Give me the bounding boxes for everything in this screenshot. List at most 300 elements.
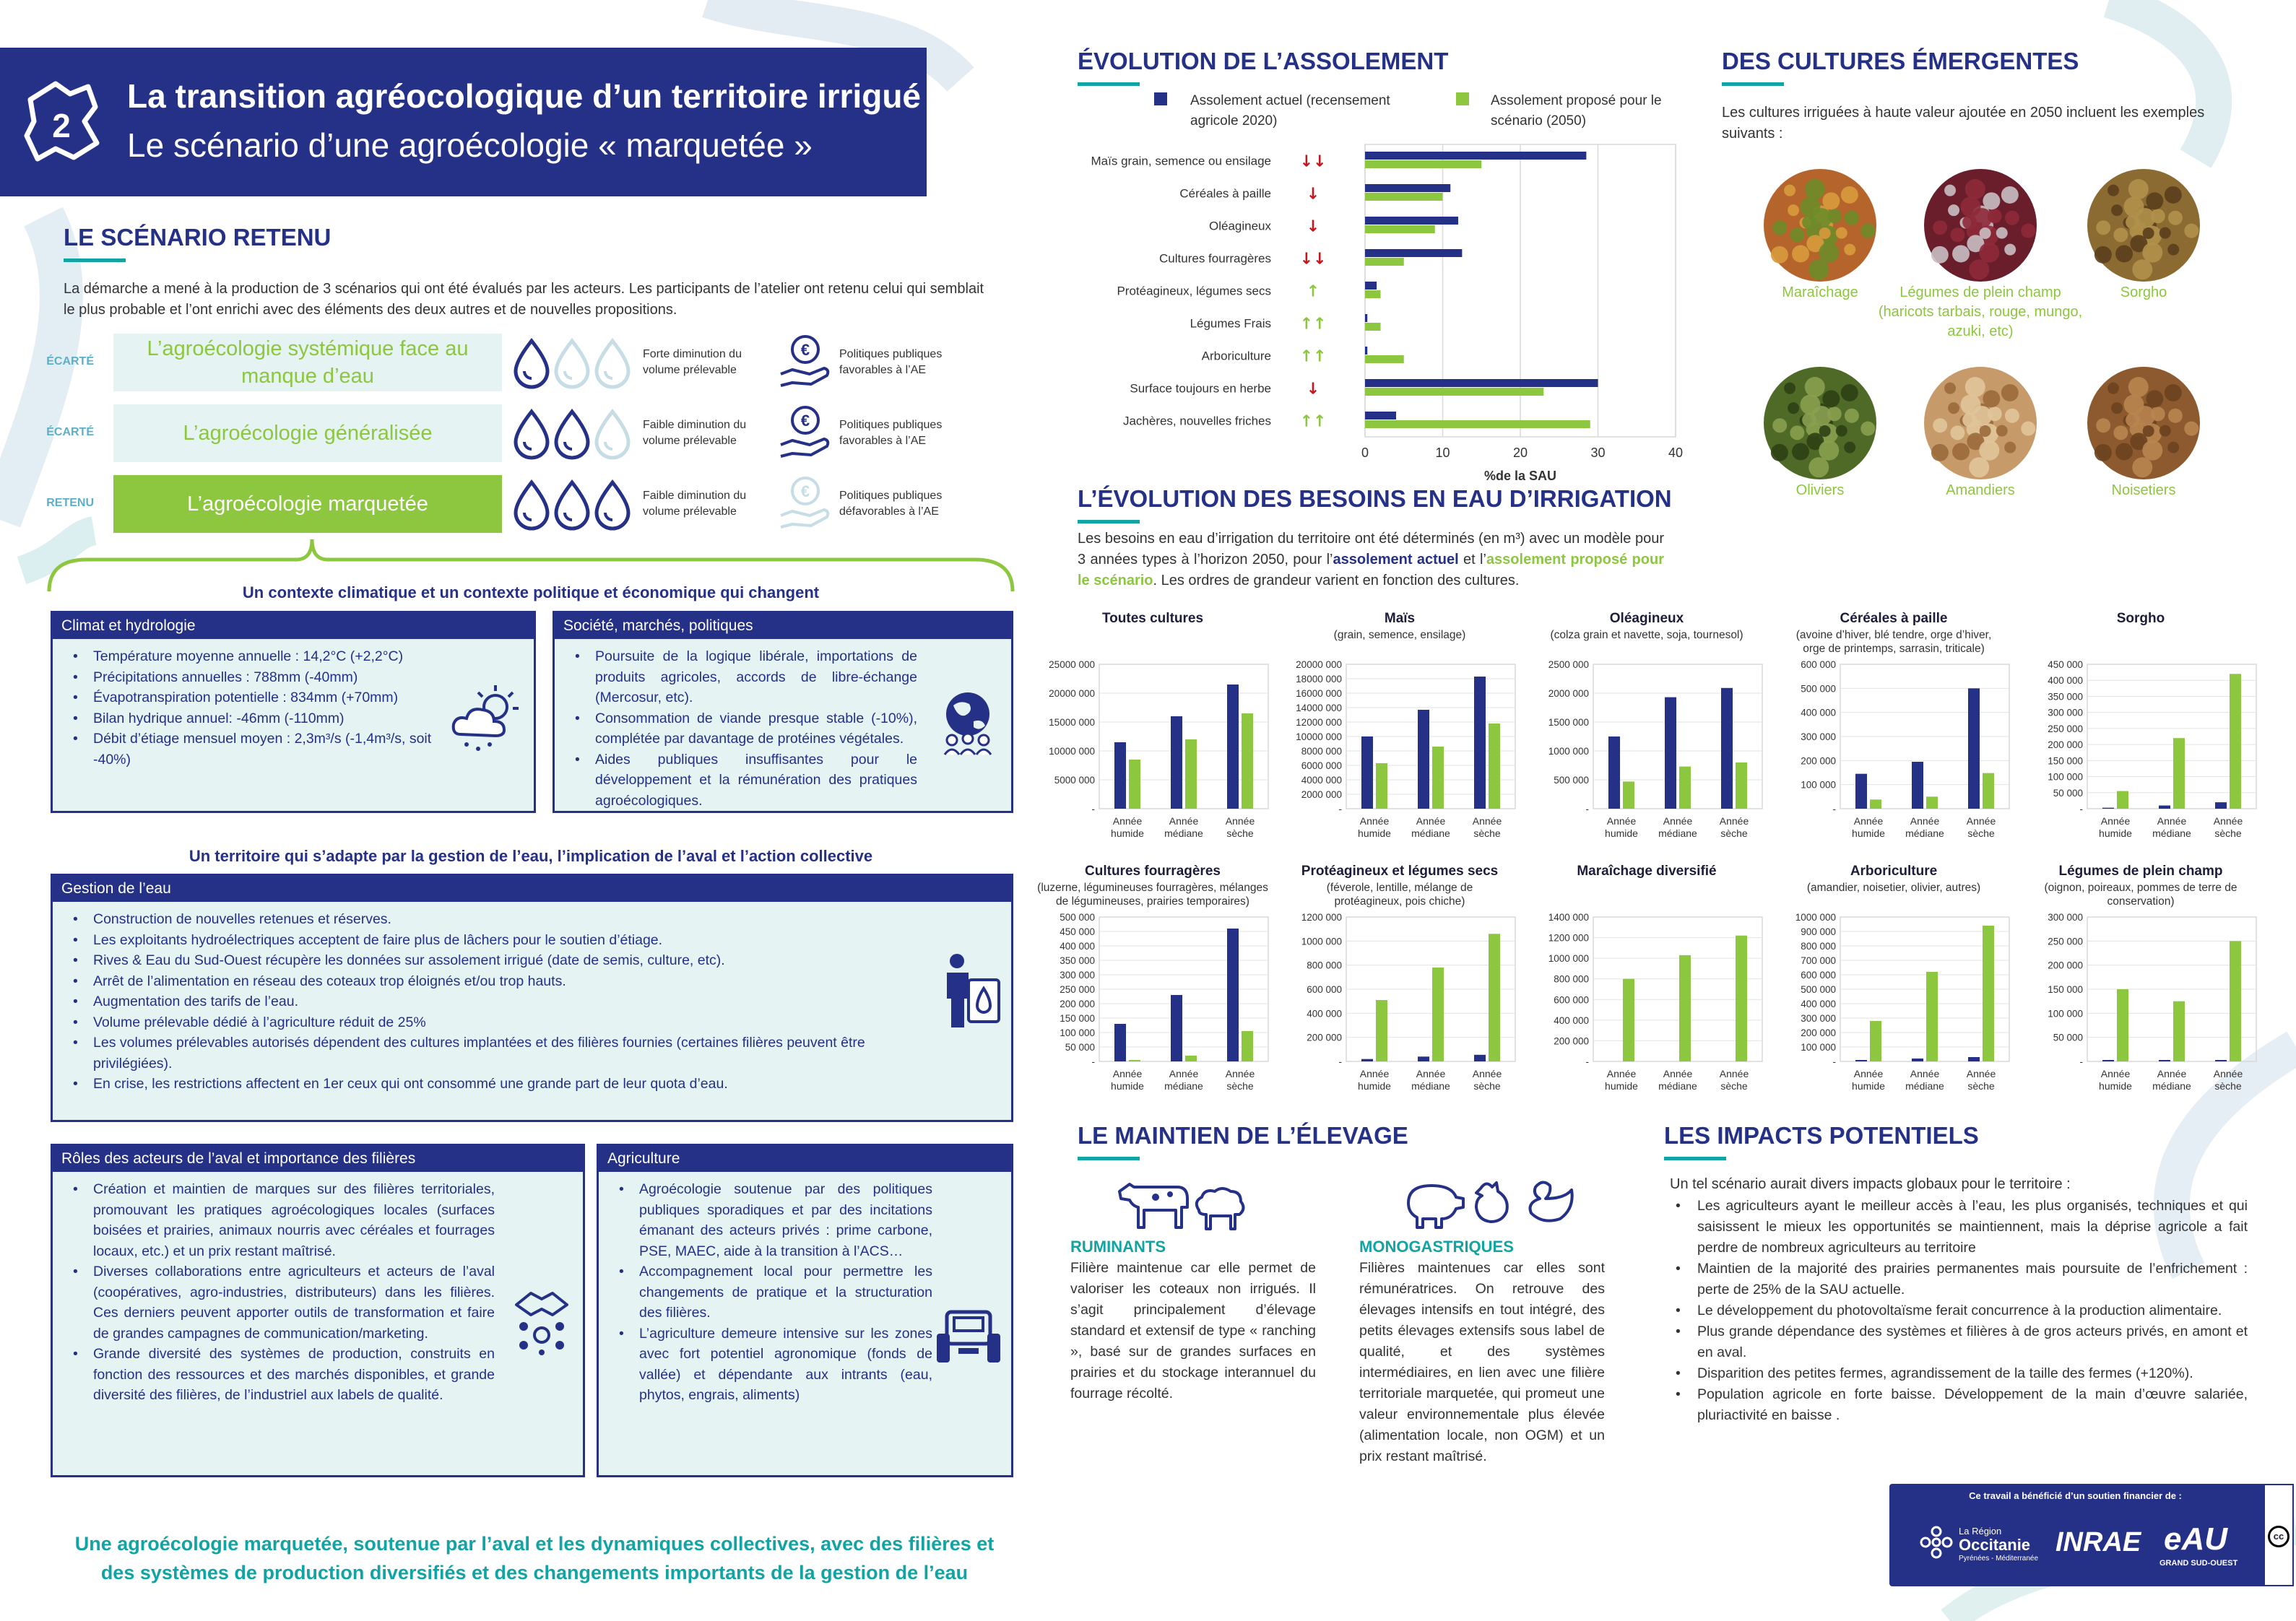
y-tick-label: 150 000	[2048, 755, 2083, 767]
bar-actual	[2215, 802, 2227, 809]
bar-proposed	[1623, 781, 1634, 809]
elevage-title: LE MAINTIEN DE L’ÉLEVAGE	[1078, 1122, 1408, 1149]
y-tick-label: 250 000	[1060, 984, 1095, 995]
bar-proposed	[2117, 989, 2128, 1061]
scenario-number: 2	[52, 107, 71, 144]
category-label: Légumes Frais	[1190, 316, 1271, 331]
agri-item: • Agroécologie soutenue par des politiques publiques sporadiques et par des incitations émanant des acteurs privés : prime carbone, PSE, MAEC, aide à la transition à l’ACS…	[619, 1179, 932, 1261]
bar-proposed	[1489, 934, 1500, 1061]
bar-proposed	[1365, 258, 1404, 266]
chart-title: Cultures fourragères	[1085, 864, 1221, 879]
bar-actual	[2159, 806, 2170, 809]
bar-actual	[1665, 697, 1676, 809]
y-tick-label: 14000 000	[1296, 703, 1342, 713]
y-tick-label: 150 000	[2048, 984, 2083, 995]
y-tick-label: -	[2079, 1056, 2083, 1067]
x-category-label: Année médiane	[1905, 1068, 1944, 1092]
cc-icon: cc	[2268, 1526, 2289, 1547]
water-volume-text: Faible diminution du volume prélevable	[643, 419, 747, 447]
x-category-label: Année médiane	[2152, 815, 2191, 839]
climate-item: • Débit d’étiage mensuel moyen : 2,3m³/s (-1,4m³/s, soit -40%)	[73, 729, 433, 770]
bar-actual	[1474, 677, 1486, 809]
y-tick-label: -	[1338, 804, 1342, 814]
page-title: La transition agréocologique d’un territoire irrigué :	[127, 77, 942, 115]
y-tick-label: 200 000	[2048, 960, 2083, 971]
climate-item: • Précipitations annuelles : 788mm (-40mm)	[73, 667, 433, 688]
x-category-label: Année médiane	[1164, 1068, 1203, 1092]
agriculture-panel	[597, 1144, 1013, 1477]
crop-label: Légumes de plein champ (haricots tarbais, rouge, mungo, azuki, etc)	[1878, 284, 2083, 339]
x-category-label: Année humide	[2099, 1068, 2132, 1092]
globe-people-icon	[932, 685, 1004, 757]
besoins-underline	[1078, 520, 1140, 523]
actors-list	[53, 1172, 508, 1413]
y-tick-label: -	[1091, 1056, 1095, 1067]
y-tick-label: 1000 000	[1301, 936, 1342, 947]
ruminants-title: RUMINANTS	[1070, 1238, 1166, 1256]
trend-up-icon: ↑↑	[1299, 347, 1327, 366]
title-underline	[64, 258, 126, 262]
x-category-label: Année humide	[1111, 1068, 1144, 1092]
society-header: Société, marchés, politiques	[555, 613, 1011, 639]
x-axis-label: %de la SAU	[1483, 469, 1557, 483]
x-category-label: Année humide	[1605, 1068, 1638, 1092]
category-label: Oléagineux	[1208, 219, 1271, 233]
region-sub: Pyrénées - Méditerranée	[1959, 1555, 2039, 1563]
irrigation-chart	[1030, 605, 1275, 843]
water-drop-icon	[516, 341, 547, 387]
y-tick-label: 400 000	[1801, 999, 1836, 1009]
water-item: • Rives & Eau du Sud-Ouest récupère les données sur assolement irrigué (date de semis, culture, etc).	[73, 950, 921, 971]
bar-proposed	[1623, 979, 1634, 1061]
y-tick-label: 50 000	[1065, 1042, 1095, 1053]
y-tick-label: 10000 000	[1296, 731, 1342, 742]
bar-actual	[2102, 808, 2114, 809]
y-tick-label: 12000 000	[1296, 717, 1342, 728]
bar-proposed	[1679, 955, 1691, 1061]
y-tick-label: 6000 000	[1301, 760, 1342, 771]
impact-item: • Maintien de la majorité des prairies permanentes mais poursuite de l’enfrichement : perte de 25% de la SAU actuelle.	[1670, 1259, 2248, 1300]
besoins-intro-actual: assolement actuel	[1333, 552, 1459, 568]
y-tick-label: 100 000	[2048, 771, 2083, 783]
trend-down-icon: ↓	[1306, 185, 1320, 204]
handshake-people-icon	[509, 1283, 574, 1355]
x-tick-label: 30	[1590, 446, 1606, 460]
besoins-title: L’ÉVOLUTION DES BESOINS EN EAU D’IRRIGATION	[1078, 485, 1672, 512]
eau-logo: eAU	[2164, 1521, 2228, 1557]
y-tick-label: 600 000	[1801, 659, 1836, 670]
society-item: • Poursuite de la logique libérale, importations de produits agricoles, accords de libre-échange (Mercosur, etc).	[575, 646, 917, 708]
bar-actual	[1418, 1056, 1429, 1061]
region-cross-icon	[1918, 1524, 1954, 1560]
legend-proposed: Assolement proposé pour le scénario (2050)	[1491, 93, 1662, 129]
water-drops-icon	[511, 334, 634, 391]
y-tick-label: 100 000	[2048, 1008, 2083, 1020]
bar-actual	[2159, 1060, 2170, 1061]
x-category-label: Année sèche	[1719, 1068, 1749, 1092]
y-tick-label: 250 000	[2048, 723, 2083, 734]
bar-proposed	[1870, 1021, 1881, 1061]
y-tick-label: 16000 000	[1296, 688, 1342, 699]
chart-subtitle: (avoine d’hiver, blé tendre, orge d’hiver, orge de printemps, sarrasin, triticale)	[1795, 629, 1992, 655]
bar-actual	[1968, 1057, 1980, 1061]
bar-actual	[1227, 929, 1239, 1061]
person-water-icon	[940, 948, 1005, 1035]
header-banner	[0, 48, 942, 196]
trend-down-icon: ↓↓	[1299, 250, 1327, 269]
y-tick-label: -	[1832, 1056, 1836, 1067]
bar-actual	[1365, 379, 1598, 387]
x-tick-label: 40	[1668, 446, 1684, 460]
crop-label: Oliviers	[1795, 482, 1845, 498]
y-tick-label: 400 000	[1801, 707, 1836, 718]
ruminants-text: Filière maintenue car elle permet de valoriser les coteaux non irrigués. Il s’agit principalement d’élevage standard et extensif de type « ranching », basé sur de grandes surfaces en prairies et du stockage interannuel du fourrage récolté.	[1070, 1260, 1316, 1401]
legend-actual: Assolement actuel (recensement agricole 2020)	[1190, 93, 1390, 129]
y-tick-label: -	[1832, 804, 1836, 814]
x-category-label: Année sèche	[1472, 1068, 1502, 1092]
agri-item: • Accompagnement local pour permettre les changements de pratique et la structuration des filières.	[619, 1261, 932, 1324]
x-tick-label: 0	[1361, 446, 1369, 460]
bar-proposed	[1679, 767, 1691, 809]
monogastriques-text: Filières maintenues car elles sont rémunératrices. On retrouve des élevages intensifs en tout intégré, des petits élevages extensifs sous label de qualité, et des systèmes intermédiaires, en lien avec une filière territoriale marquetée, qui promeut une valeur environnementale plus élevée (alimentation locale, non OGM) et un prix restant maîtrisé.	[1359, 1260, 1605, 1464]
bar-proposed	[1185, 739, 1197, 809]
y-tick-label: 300 000	[2048, 912, 2083, 923]
y-tick-label: 800 000	[1554, 973, 1589, 985]
chart-title: Maïs	[1384, 611, 1416, 626]
bar-actual	[1361, 1059, 1373, 1061]
region-label: La Région	[1959, 1526, 2002, 1537]
irrigation-chart	[1277, 605, 1522, 843]
x-category-label: Année sèche	[1225, 1068, 1255, 1092]
climate-panel	[51, 611, 536, 813]
crop-label: Amandiers	[1946, 482, 2015, 498]
chart-title: Arboriculture	[1850, 864, 1938, 879]
assolement-underline	[1078, 82, 1140, 86]
climate-header: Climat et hydrologie	[53, 613, 534, 639]
chart-subtitle: (oignon, poireaux, pommes de terre de conservation)	[2044, 882, 2237, 908]
bar-proposed	[1242, 713, 1253, 809]
occitanie-map-icon	[16, 78, 107, 166]
page-subtitle: Le scénario d’une agroécologie « marquetée »	[127, 126, 813, 164]
besoins-intro-a: Les besoins en eau d’irrigation du territoire ont été déterminés (en m³) avec un modèle pour 3 années types à l’horizon 2050, pour l’	[1078, 531, 1664, 568]
actors-item: • Création et maintien de marques sur des filières territoriales, promouvant les pratiques agroécologiques locales (surfaces boisées et prairies, animaux nourris avec céréales et fourrages locaux, etc.) et un prix restant maîtrisé.	[73, 1179, 495, 1261]
euro-hand-icon	[776, 334, 834, 391]
chart-title: Céréales à paille	[1840, 611, 1948, 626]
crop-photo	[2086, 365, 2201, 481]
y-tick-label: 300 000	[1060, 970, 1095, 981]
x-category-label: Année médiane	[1164, 815, 1203, 839]
x-category-label: Année sèche	[1472, 815, 1502, 839]
climate-item: • Bilan hydrique annuel: -46mm (-110mm)	[73, 708, 433, 729]
bar-actual	[1474, 1055, 1486, 1061]
y-tick-label: 200 000	[2048, 739, 2083, 751]
bar-proposed	[1365, 193, 1443, 201]
y-tick-label: 1200 000	[1301, 912, 1342, 923]
funding-text: Ce travail a bénéficié d’un soutien financier de :	[1969, 1490, 2182, 1501]
occitanie-label: Occitanie	[1959, 1536, 2031, 1554]
context-title: Un contexte climatique et un contexte politique et économique qui changent	[242, 583, 820, 601]
tractor-icon	[932, 1298, 1005, 1370]
scenario-status-tag: RETENU	[46, 497, 94, 509]
bar-proposed	[1376, 1000, 1387, 1061]
crop-photo	[1762, 365, 1878, 481]
x-category-label: Année médiane	[2152, 1068, 2191, 1092]
trend-up-icon: ↑	[1306, 282, 1320, 301]
water-item: • Volume prélevable dédié à l’agriculture réduit de 25%	[73, 1012, 921, 1033]
water-item: • Construction de nouvelles retenues et réserves.	[73, 909, 921, 930]
besoins-intro-c: et l’	[1458, 552, 1486, 568]
x-category-label: Année sèche	[2213, 1068, 2243, 1092]
bar-actual	[1365, 282, 1377, 290]
chart-subtitle: (grain, semence, ensilage)	[1333, 629, 1466, 641]
y-tick-label: 200 000	[1307, 1032, 1342, 1043]
y-tick-label: 900 000	[1801, 926, 1836, 937]
cultures-intro: Les cultures irriguées à haute valeur ajoutée en 2050 incluent les exemples suivants :	[1722, 105, 2205, 142]
bar-actual	[1365, 217, 1458, 225]
bar-proposed	[2117, 791, 2128, 809]
water-list	[53, 902, 934, 1102]
chart-title: Légumes de plein champ	[2058, 864, 2223, 879]
water-drop-icon	[556, 341, 588, 387]
bar-actual	[1721, 688, 1733, 809]
impacts-underline	[1664, 1157, 1726, 1160]
bar-proposed	[1129, 1060, 1140, 1061]
water-drop-icon	[516, 412, 547, 458]
irrigation-chart	[1030, 858, 1275, 1096]
y-tick-label: 300 000	[2048, 707, 2083, 718]
y-tick-label: 10000 000	[1049, 746, 1095, 757]
y-tick-label: 8000 000	[1301, 746, 1342, 757]
irrigation-chart	[2018, 605, 2263, 843]
crop-photo	[1762, 168, 1878, 283]
bar-actual	[1912, 1059, 1923, 1061]
bar-proposed	[1185, 1056, 1197, 1061]
policy-text: Politiques publiques défavorables à l’AE	[839, 490, 943, 518]
bar-actual	[1365, 412, 1396, 420]
y-tick-label: -	[1091, 804, 1095, 814]
irrigation-chart	[1524, 858, 1769, 1096]
svg-text:€: €	[800, 412, 810, 430]
bar-proposed	[1365, 388, 1543, 396]
bar-actual	[2102, 1060, 2114, 1061]
y-tick-label: 450 000	[1060, 926, 1095, 937]
x-category-label: Année sèche	[2213, 815, 2243, 839]
bar-actual	[1171, 995, 1182, 1061]
besoins-intro-e: . Les ordres de grandeur varient en fonction des cultures.	[1153, 573, 1520, 588]
water-header: Gestion de l’eau	[53, 876, 1011, 902]
y-tick-label: 1000 000	[1548, 953, 1589, 965]
water-volume-text: Faible diminution du volume prélevable	[643, 490, 747, 518]
bar-actual	[1855, 774, 1867, 809]
irrigation-chart	[1771, 858, 2016, 1096]
chart-subtitle: (amandier, noisetier, olivier, autres)	[1806, 882, 1981, 894]
x-category-label: Année humide	[1852, 815, 1885, 839]
agriculture-header: Agriculture	[599, 1146, 1011, 1172]
y-tick-label: 18000 000	[1296, 674, 1342, 685]
pig-chicken-duck-icon	[1401, 1174, 1589, 1232]
monogastriques-title: MONOGASTRIQUES	[1359, 1238, 1514, 1256]
eau-sub: GRAND SUD-OUEST	[2159, 1559, 2238, 1568]
chart-subtitle: (luzerne, légumineuses fourragères, mélanges de légumineuses, prairies temporaires)	[1037, 882, 1268, 908]
x-tick-label: 20	[1512, 446, 1528, 460]
svg-text:€: €	[800, 341, 810, 359]
bar-proposed	[1926, 972, 1938, 1061]
crop-photo	[1923, 168, 2038, 283]
bar-proposed	[1129, 760, 1140, 809]
society-item: • Aides publiques insuffisantes pour le développement et la rémunération des pratiques agroécologiques.	[575, 749, 917, 812]
chart-title: Maraîchage diversifié	[1577, 864, 1717, 879]
y-tick-label: 800 000	[1801, 941, 1836, 952]
crop-photo	[2086, 168, 2201, 283]
chart-subtitle: (colza grain et navette, soja, tournesol)	[1550, 629, 1743, 641]
y-tick-label: 15000 000	[1049, 717, 1095, 728]
climate-list	[53, 639, 446, 777]
bar-actual	[1365, 347, 1367, 355]
scenario-status-tag: ÉCARTÉ	[46, 355, 94, 368]
euro-hand-icon	[776, 475, 834, 533]
x-category-label: Année médiane	[1658, 815, 1697, 839]
y-tick-label: 400 000	[1060, 941, 1095, 952]
crop-label: Maraîchage	[1782, 284, 1858, 300]
x-category-label: Année médiane	[1905, 815, 1944, 839]
water-drop-icon	[516, 482, 547, 529]
impacts-intro: Un tel scénario aurait divers impacts globaux pour le territoire :	[1670, 1176, 2071, 1192]
x-category-label: Année sèche	[1225, 815, 1255, 839]
y-tick-label: 2000 000	[1548, 688, 1589, 699]
trend-up-icon: ↑↑	[1299, 412, 1327, 431]
actors-header: Rôles des acteurs de l’aval et importance des filières	[53, 1146, 583, 1172]
y-tick-label: 400 000	[2048, 675, 2083, 687]
x-category-label: Année médiane	[1658, 1068, 1697, 1092]
category-label: Céréales à paille	[1179, 186, 1271, 201]
legend-swatch-proposed	[1456, 92, 1469, 105]
bar-proposed	[2173, 738, 2185, 809]
water-item: • Augmentation des tarifs de l’eau.	[73, 991, 921, 1012]
impact-item: • Le développement du photovoltaïsme ferait concurrence à la production alimentaire.	[1670, 1300, 2248, 1321]
bar-proposed	[1432, 968, 1444, 1061]
irrigation-chart	[1524, 605, 1769, 843]
bar-actual	[1114, 742, 1126, 809]
bar-proposed	[1365, 355, 1404, 363]
water-item: • Les exploitants hydroélectriques acceptent de faire plus de lâchers pour le soutien d’étiage.	[73, 930, 921, 951]
water-item: • Arrêt de l’alimentation en réseau des coteaux trop éloignés et/ou trop hauts.	[73, 971, 921, 992]
y-tick-label: 600 000	[1554, 994, 1589, 1006]
impact-item: • Population agricole en forte baisse. Développement de la main d’œuvre salariée, pluriactivité en baisse .	[1670, 1384, 2248, 1426]
category-label: Protéagineux, légumes secs	[1117, 284, 1271, 298]
climate-item: • Température moyenne annuelle : 14,2°C (+2,2°C)	[73, 646, 433, 667]
scenario-box: L’agroécologie systémique face au manque d’eau	[113, 334, 502, 391]
impacts-title: LES IMPACTS POTENTIELS	[1664, 1122, 1979, 1149]
bar-actual	[1418, 710, 1429, 809]
x-category-label: Année humide	[1358, 1068, 1391, 1092]
category-label: Arboriculture	[1201, 349, 1271, 363]
y-tick-label: 500 000	[1801, 683, 1836, 695]
y-tick-label: 400 000	[1307, 1008, 1342, 1020]
cc-license-badge	[2263, 1484, 2294, 1586]
bar-actual	[1114, 1024, 1126, 1061]
water-item: • Les volumes prélevables autorisés dépendent des cultures implantées et des filières fournies (certaines filières peuvent être privilégiées).	[73, 1033, 921, 1074]
y-tick-label: 800 000	[1307, 960, 1342, 971]
policy-text: Politiques publiques favorables à l’AE	[839, 419, 943, 447]
y-tick-label: 200 000	[1801, 1027, 1836, 1038]
chart-title: Protéagineux et légumes secs	[1301, 864, 1499, 879]
water-drop-icon	[597, 341, 628, 387]
impact-item: • Plus grande dépendance des systèmes et filières à de gros acteurs privés, en amont et en aval.	[1670, 1321, 2248, 1363]
bar-proposed	[1376, 763, 1387, 809]
bar-proposed	[2173, 1001, 2185, 1061]
x-tick-label: 10	[1435, 446, 1450, 460]
y-tick-label: 150 000	[1060, 1013, 1095, 1024]
category-label: Maïs grain, semence ou ensilage	[1091, 154, 1271, 168]
bar-proposed	[1983, 773, 1994, 809]
weather-cloud-sun-icon	[446, 678, 526, 757]
crop-label: Sorgho	[2120, 284, 2167, 300]
y-tick-label: 1500 000	[1548, 717, 1589, 728]
cultures-underline	[1722, 82, 1784, 86]
x-category-label: Année humide	[1605, 815, 1638, 839]
bar-proposed	[1432, 747, 1444, 809]
y-tick-label: 300 000	[1801, 731, 1836, 742]
water-management-panel	[51, 874, 1013, 1122]
impact-item: • Les agriculteurs ayant le meilleur accès à l’eau, les plus organisés, techniques et qui saisissent le mieux les opportunités se maintiennent, mais la déprise agricole a fait perdre de nombreux agriculteurs au territoire	[1670, 1196, 2248, 1259]
agriculture-list	[599, 1172, 945, 1413]
y-tick-label: 25000 000	[1049, 659, 1095, 670]
bar-proposed	[1736, 762, 1747, 809]
y-tick-label: 5000 000	[1054, 775, 1095, 786]
x-category-label: Année humide	[1358, 815, 1391, 839]
bar-actual	[1912, 762, 1923, 809]
y-tick-label: 450 000	[2048, 659, 2083, 670]
bar-proposed	[1983, 926, 1994, 1061]
bar-actual	[1365, 152, 1586, 160]
assolement-bar-chart	[1069, 137, 1704, 484]
bar-actual	[1365, 184, 1450, 192]
x-category-label: Année humide	[1111, 815, 1144, 839]
x-category-label: Année sèche	[1966, 1068, 1996, 1092]
trend-up-icon: ↑↑	[1299, 315, 1327, 334]
trend-down-icon: ↓↓	[1299, 152, 1327, 171]
society-panel	[553, 611, 1013, 813]
irrigation-chart	[2018, 858, 2263, 1096]
irrigation-chart	[1771, 605, 2016, 843]
actors-item: • Grande diversité des systèmes de production, construits en fonction des ressources et des marchés disponibles, et grande diversité des filières, de l’industriel aux labels de qualité.	[73, 1344, 495, 1406]
y-tick-label: 300 000	[1801, 1013, 1836, 1024]
y-tick-label: 1400 000	[1548, 912, 1589, 923]
water-item: • En crise, les restrictions affectent en 1er ceux qui ont consommé une grande part de leur quota d’eau.	[73, 1074, 921, 1095]
actors-panel	[51, 1144, 585, 1477]
crop-label: Noisetiers	[2111, 482, 2176, 498]
x-category-label: Année sèche	[1966, 815, 1996, 839]
bar-actual	[1365, 249, 1462, 257]
bar-proposed	[1489, 723, 1500, 809]
bar-actual	[1227, 685, 1239, 809]
water-drop-icon	[597, 412, 628, 458]
bar-proposed	[1242, 1031, 1253, 1061]
scenario-title: LE SCÉNARIO RETENU	[64, 224, 332, 251]
y-tick-label: 500 000	[1801, 984, 1836, 995]
bar-proposed	[1926, 796, 1938, 809]
water-drop-icon	[556, 482, 588, 529]
scenario-box: L’agroécologie marquetée	[113, 475, 502, 533]
bar-proposed	[2230, 674, 2241, 809]
crop-photo	[1923, 365, 2038, 481]
category-label: Jachères, nouvelles friches	[1122, 414, 1271, 428]
society-item: • Consommation de viande presque stable (-10%), complétée par davantage de protéines végétales.	[575, 708, 917, 749]
bar-proposed	[1365, 225, 1435, 233]
y-tick-label: 4000 000	[1301, 775, 1342, 786]
bar-proposed	[2230, 941, 2241, 1061]
inrae-logo: INRAE	[2055, 1527, 2141, 1557]
